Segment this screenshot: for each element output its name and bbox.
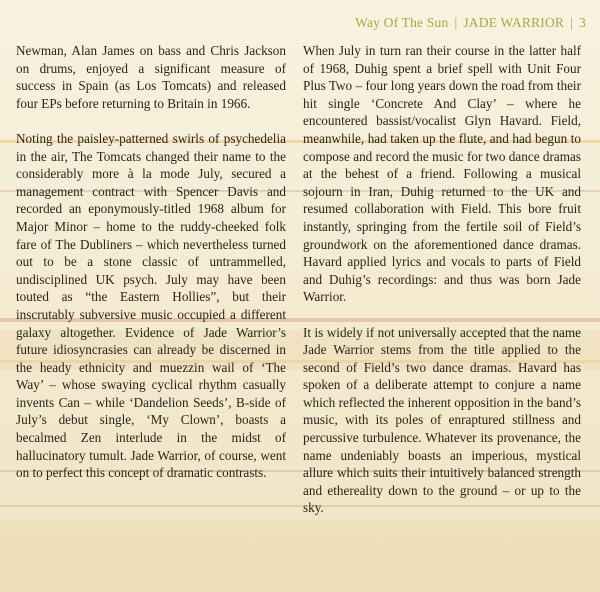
header-separator: | xyxy=(570,15,574,30)
body-paragraph: Newman, Alan James on bass and Chris Jackson on drums, enjoyed a significant measure of success in Spain (as Los Tomcats) and released four EPs before returning to Britain in 1966. xyxy=(16,43,286,111)
right-column xyxy=(303,42,581,535)
body-paragraph: It is widely if not universally accepted that the name Jade Warrior stems from the title applied to the second of Field’s two dance dramas. Havard has spoken of a deliberate attempt to conjure a name which reflected the inherent opposition in the band’s music, with its poles of enraptured stillness and percussive turbulence. Whatever its provenance, the name undeniably boasts an imperious, mystical allure which suits their intuitively balanced strength and ethereality down to the ground – or up to the sky. xyxy=(303,324,581,516)
album-title: Way Of The Sun xyxy=(355,15,449,30)
page-header xyxy=(355,15,586,31)
body-paragraph: When July in turn ran their course in the latter half of 1968, Duhig spent a brief spell with Unit Four Plus Two – four long years down the road from their hit single ‘Concrete And Clay’ – where he encountered bassist/vocalist Glyn Havard. Field, meanwhile, had taken up the flute, and had begun to compose and record the music for two dance dramas at the behest of a friend. Following a musical sojourn in Iran, Duhig returned to the UK and resumed collaboration with Field. This bore fruit instantly, springing from the fertile soil of Field’s groundwork on the aforementioned dance dramas. Havard applied lyrics and vocals to parts of Field and Duhig’s recordings: and thus was born Jade Warrior. xyxy=(303,43,581,305)
page-number: 3 xyxy=(579,15,586,30)
artist-name: JADE WARRIOR xyxy=(463,15,565,30)
body-paragraph: Noting the paisley-patterned swirls of psychedelia in the air, The Tomcats changed their name to the considerably more à la mode July, secured a management contract with Spencer Davis and recorded an eponymously-titled 1968 album for Major Minor – home to the ruddy-cheeked folk fare of The Dubliners – which nevertheless turned out to be a stone classic of untrammelled, undisciplined UK psych. July may have been touted as “the Eastern Hollies”, but their inscrutably subversive music occupied a different galaxy altogether. Evidence of Jade Warrior’s future idiosyncrasies can already be discerned in the heady ethnicity and muezzin wail of ‘The Way’ – whose swaying cyclical rhythm casually invents Can – while ‘Dandelion Seeds’, B-side of July’s debut single, ‘My Clown’, boasts a becalmed Zen interlude in the midst of hallucinatory tumult. Jade Warrior, of course, went on to perfect this concept of dramatic contrasts. xyxy=(16,130,286,481)
left-column xyxy=(16,42,286,499)
header-separator: | xyxy=(454,15,458,30)
